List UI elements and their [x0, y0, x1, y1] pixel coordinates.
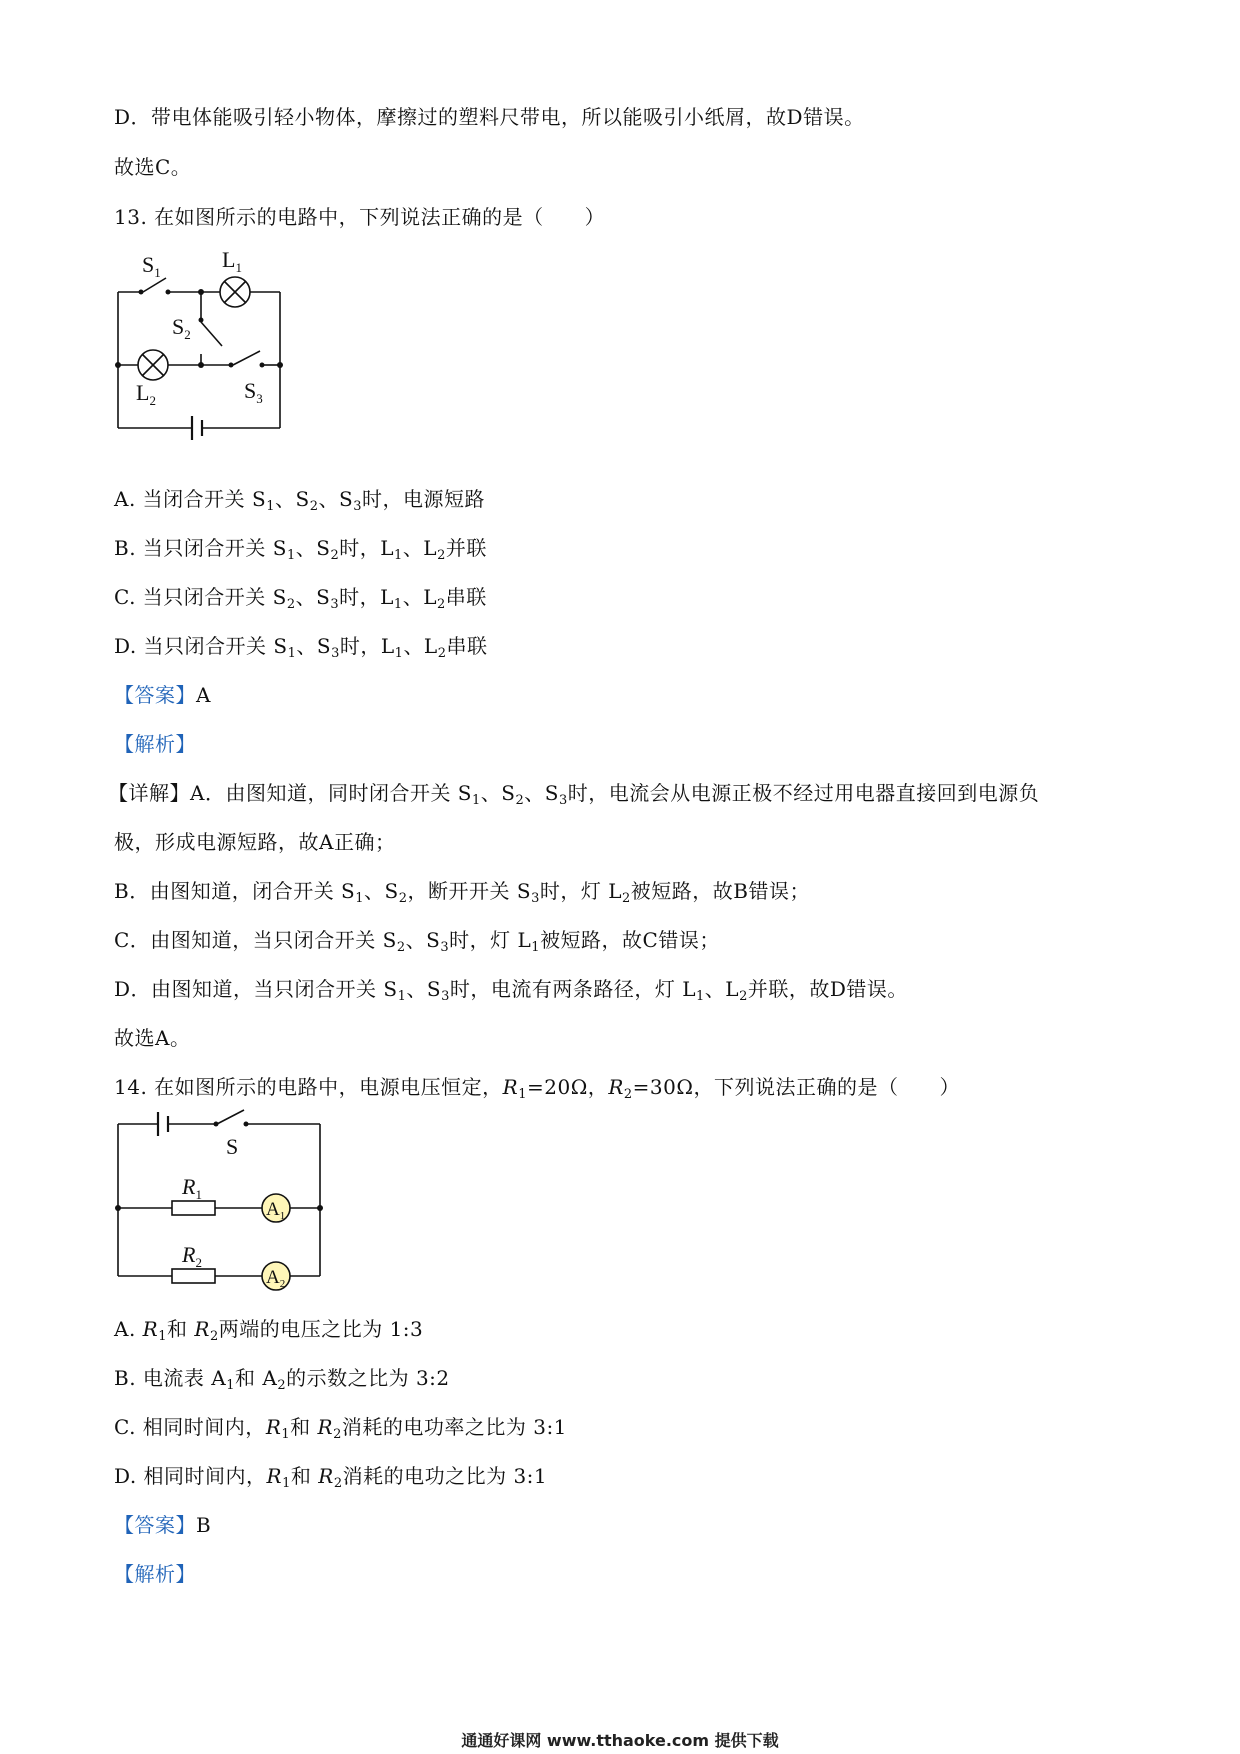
label-l2: $L_2$ — [136, 380, 156, 408]
q14-option-c: C. 相同时间内，$R_1$和 $R_2$消耗的电功率之比为 3:1 — [114, 1415, 567, 1442]
label-s1: $S_1$ — [142, 252, 161, 280]
label-a1: $A_1$ — [266, 1199, 286, 1222]
q14-option-d: D. 相同时间内，$R_1$和 $R_2$消耗的电功之比为 3:1 — [114, 1464, 548, 1491]
label-s: S — [226, 1134, 239, 1159]
q13-option-d: D. 当只闭合开关 $S_1$、$S_3$时，$L_1$、$L_2$串联 — [114, 634, 488, 661]
q13-detail-line-3: B．由图知道，闭合开关 $S_1$、$S_2$，断开开关 $S_3$时，灯 $L_2$被短路，故B错误； — [114, 879, 810, 906]
label-r2: $R_2$ — [182, 1242, 202, 1270]
switch-s1 — [143, 278, 166, 292]
q13-answer: 【答案】A — [114, 683, 211, 707]
q13-circuit-diagram — [100, 240, 300, 470]
q14-answer: 【答案】B — [114, 1513, 212, 1537]
q14-option-b: B. 电流表 $A_1$和 $A_2$的示数之比为 3:2 — [114, 1366, 450, 1393]
answer-tag: 【答案】 — [114, 683, 196, 707]
q12-option-d-explanation: D．带电体能吸引轻小物体，摩擦过的塑料尺带电，所以能吸引小纸屑，故D错误。 — [114, 105, 865, 129]
q13-detail-line-1: 【详解】A．由图知道，同时闭合开关 $S_1$、$S_2$、$S_3$时，电流会从电源正极不经过用电器直接回到电源负 — [108, 781, 1040, 808]
label-s3: $S_3$ — [244, 378, 263, 406]
q14-option-a: A. $R_1$和 $R_2$两端的电压之比为 1:3 — [114, 1317, 424, 1344]
q13-option-a: A. 当闭合开关 $S_1$、$S_2$、$S_3$时，电源短路 — [114, 487, 485, 514]
q13-option-b: B. 当只闭合开关 $S_1$、$S_2$时，$L_1$、$L_2$并联 — [114, 536, 487, 563]
q13-detail-line-2: 极，形成电源短路，故A正确； — [114, 830, 396, 854]
page-footer: 通通好课网 www.tthaoke.com 提供下载 — [461, 1731, 779, 1750]
q13-stem: 13. 在如图所示的电路中，下列说法正确的是（ ） — [114, 205, 606, 229]
q13-option-c: C. 当只闭合开关 $S_2$、$S_3$时，$L_1$、$L_2$串联 — [114, 585, 487, 612]
label-s2: $S_2$ — [172, 314, 191, 342]
q13-analysis-heading: 【解析】 — [114, 732, 196, 756]
q13-detail-line-5: D．由图知道，当只闭合开关 $S_1$、$S_3$时，电流有两条路径，灯 $L_1$、$L_2$并联，故D错误。 — [114, 977, 908, 1004]
q13-detail-line-6: 故选A。 — [114, 1026, 191, 1050]
q13-detail-line-4: C．由图知道，当只闭合开关 $S_2$、$S_3$时，灯 $L_1$被短路，故C错误； — [114, 928, 720, 955]
label-a2: $A_2$ — [266, 1267, 286, 1290]
q12-conclusion: 故选C。 — [114, 155, 192, 179]
q14-analysis-heading: 【解析】 — [114, 1562, 196, 1586]
label-r1: $R_1$ — [182, 1174, 202, 1202]
q14-circuit-diagram — [100, 1108, 340, 1298]
label-l1: $L_1$ — [222, 247, 242, 275]
q14-stem: 14. 在如图所示的电路中，电源电压恒定，$R_1=20\Omega$，$R_2=30\Omega$，下列说法正确的是（ ） — [114, 1075, 960, 1102]
